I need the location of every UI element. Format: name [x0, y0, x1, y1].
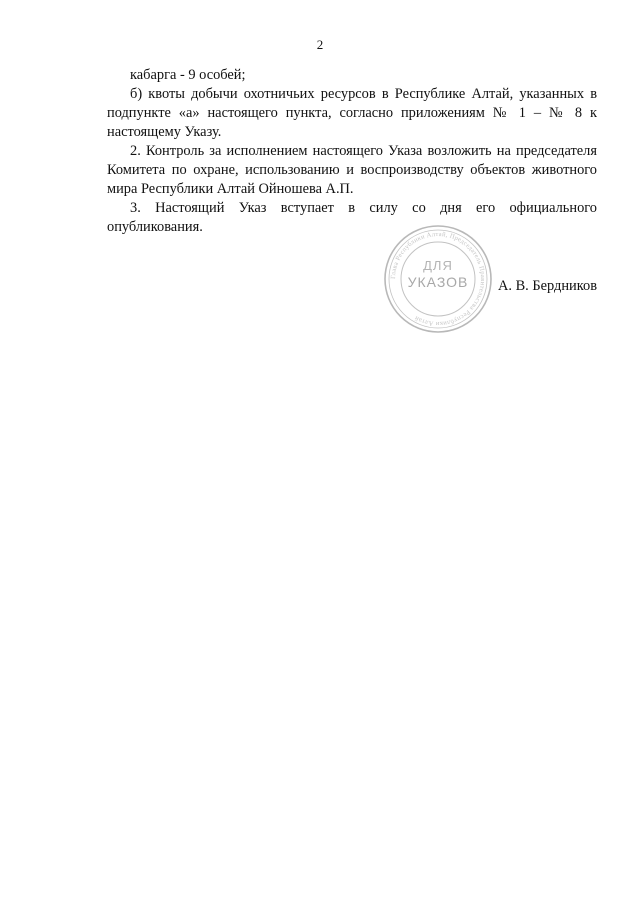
paragraph-effective: 3. Настоящий Указ вступает в силу со дня его официального опубликования. — [107, 200, 597, 235]
paragraph-quotas: б) квоты добычи охотничьих ресурсов в Республике Алтай, указанных в подпункте «а» настоящего пункта, согласно приложениям № 1 – № 8 к настоящему Указу. — [107, 86, 597, 140]
stamp-line-2: УКАЗОВ — [407, 274, 469, 290]
paragraph-kabarga: кабарга - 9 особей; — [130, 67, 246, 83]
stamp-line-1: ДЛЯ — [423, 258, 453, 273]
signatory-name: А. В. Бердников — [497, 278, 597, 294]
official-stamp — [383, 224, 493, 334]
stamp-seal-icon — [383, 224, 493, 334]
document-body — [107, 66, 597, 237]
stamp-ring-text: Глава Республики Алтай, Председатель Правительства Республики Алтай — [389, 230, 487, 328]
paragraph-control: 2. Контроль за исполнением настоящего Указа возложить на председателя Комитета по охране, использованию и воспроизводству объектов животного мира Республики Алтай Ойношева А.П. — [107, 143, 597, 197]
page-number: 2 — [316, 37, 324, 52]
